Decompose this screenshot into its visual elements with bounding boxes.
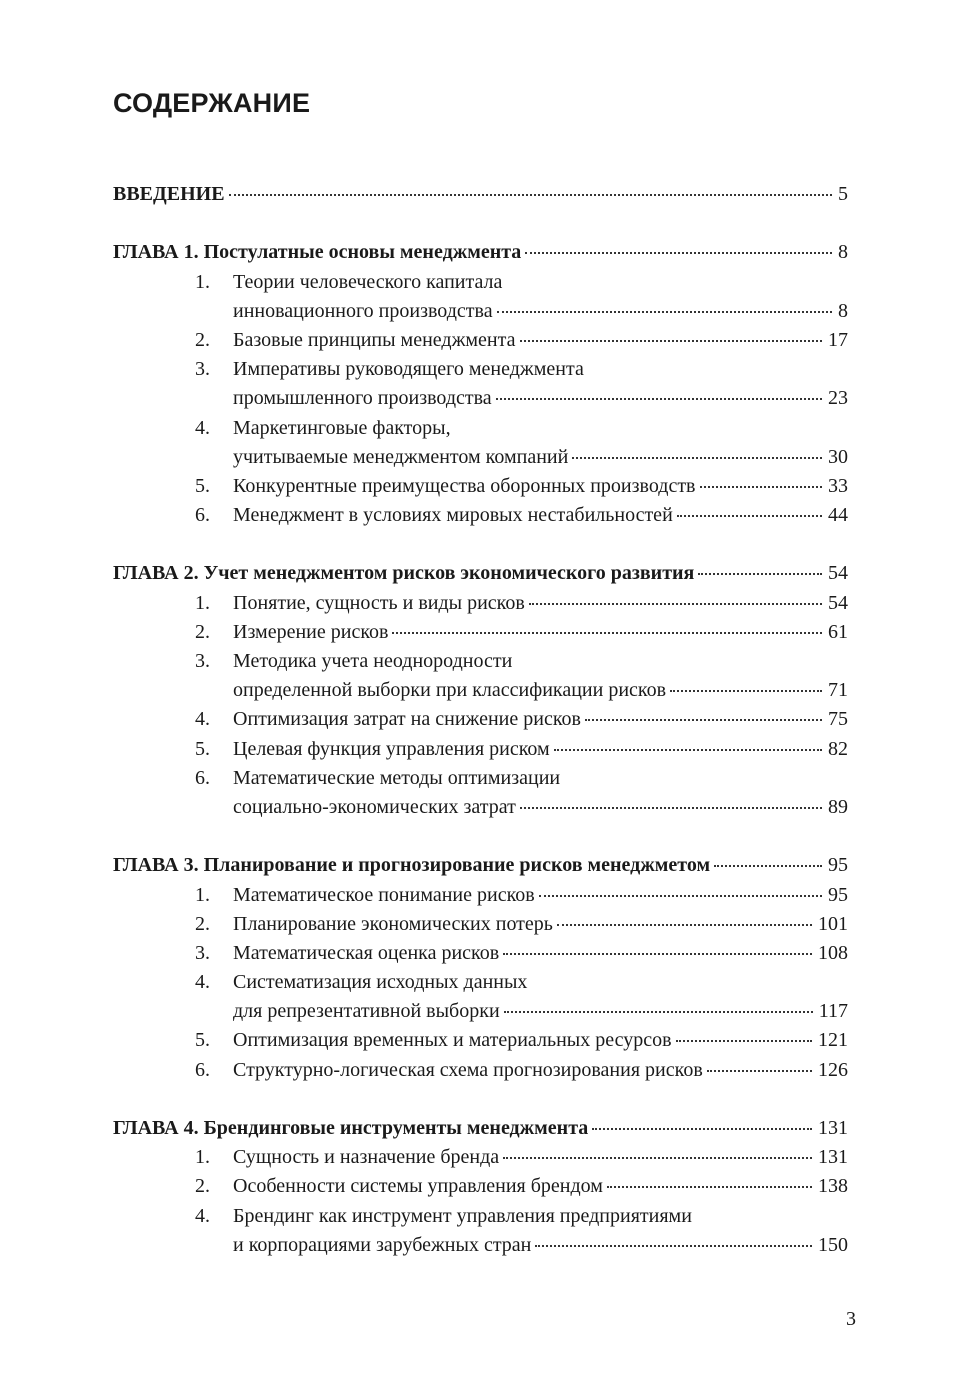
page-ref: 131 — [818, 1146, 848, 1169]
toc-section-continued[interactable] — [113, 793, 848, 822]
spacer — [113, 530, 848, 559]
toc-section-continued[interactable] — [113, 384, 848, 413]
dot-leader — [503, 1157, 812, 1159]
toc-section[interactable] — [113, 1172, 848, 1201]
section-number: 1. — [195, 883, 210, 906]
page-ref: 117 — [818, 1000, 848, 1023]
toc-entry-intro[interactable] — [113, 180, 848, 209]
section-number: 5. — [195, 1029, 210, 1052]
toc-section[interactable] — [113, 764, 848, 793]
section-title: Сущность и назначение бренда — [233, 1146, 500, 1169]
section-number: 1. — [195, 1146, 210, 1169]
section-number: 2. — [195, 1175, 210, 1198]
section-title: Измерение рисков — [233, 620, 389, 643]
dot-leader — [504, 1011, 813, 1013]
page-ref: 126 — [818, 1058, 848, 1081]
page-ref: 30 — [828, 445, 848, 468]
toc-section[interactable] — [113, 1026, 848, 1055]
page-ref: 75 — [828, 708, 848, 731]
section-number: 6. — [195, 504, 210, 527]
page-ref: 54 — [828, 591, 848, 614]
toc-section[interactable] — [113, 1056, 848, 1085]
page-number: 3 — [846, 1308, 856, 1330]
toc-chapter-1[interactable] — [113, 238, 848, 267]
section-title: Конкурентные преимущества оборонных производств — [233, 474, 696, 497]
page-ref: 23 — [828, 387, 848, 410]
section-number: 2. — [195, 328, 210, 351]
toc-section[interactable] — [113, 501, 848, 530]
toc-chapter-4[interactable] — [113, 1114, 848, 1143]
dot-leader — [520, 807, 822, 809]
section-title-continued: учитываемые менеджментом компаний — [233, 445, 569, 468]
dot-leader — [698, 573, 822, 575]
dot-leader — [557, 924, 812, 926]
page-ref: 89 — [828, 795, 848, 818]
page-ref: 8 — [838, 241, 848, 264]
spacer — [113, 1085, 848, 1114]
page-ref: 138 — [818, 1175, 848, 1198]
dot-leader — [714, 865, 822, 867]
toc-section[interactable] — [113, 355, 848, 384]
section-title: Брендинг как инструмент управления предприятиями — [233, 1204, 692, 1227]
page-ref: 5 — [838, 183, 848, 205]
dot-leader — [392, 632, 822, 634]
dot-leader — [676, 1040, 812, 1042]
section-title: Методика учета неоднородности — [233, 650, 513, 672]
toc-section-continued[interactable] — [113, 443, 848, 472]
dot-leader — [503, 953, 812, 955]
dot-leader — [525, 252, 832, 254]
section-title: Планирование экономических потерь — [233, 912, 553, 935]
dot-leader — [700, 486, 823, 488]
section-title: Оптимизация затрат на снижение рисков — [233, 708, 581, 731]
dot-leader — [520, 340, 823, 342]
section-title: Менеджмент в условиях мировых нестабильностей — [233, 504, 673, 527]
section-title: Маркетинговые факторы, — [233, 416, 451, 439]
section-number: 5. — [195, 737, 210, 760]
toc-section-continued[interactable] — [113, 676, 848, 705]
section-title: Понятие, сущность и виды рисков — [233, 591, 525, 614]
section-title-continued: и корпорациями зарубежных стран — [233, 1233, 532, 1256]
toc-section[interactable] — [113, 618, 848, 647]
section-title: Систематизация исходных данных — [233, 971, 528, 994]
section-number: 1. — [195, 591, 210, 614]
toc-chapter-3[interactable] — [113, 851, 848, 880]
spacer — [113, 209, 848, 238]
toc-section[interactable] — [113, 910, 848, 939]
toc-chapter-2[interactable] — [113, 559, 848, 588]
toc-section-continued[interactable] — [113, 297, 848, 326]
section-number: 2. — [195, 912, 210, 935]
toc-section[interactable] — [113, 968, 848, 997]
dot-leader — [677, 515, 822, 517]
page-ref: 108 — [818, 941, 848, 964]
page-ref: 17 — [828, 328, 848, 351]
page-ref: 71 — [828, 679, 848, 702]
section-number: 4. — [195, 1204, 210, 1227]
section-number: 4. — [195, 416, 210, 439]
toc-section[interactable] — [113, 647, 848, 676]
dot-leader — [539, 895, 822, 897]
section-title: Математическая оценка рисков — [233, 941, 500, 964]
chapter-title: ГЛАВА 2. Учет менеджментом рисков экономического развития — [113, 562, 695, 585]
table-of-contents — [113, 180, 848, 1260]
dot-leader — [607, 1186, 812, 1188]
section-number: 3. — [195, 650, 210, 672]
section-title: Целевая функция управления риском — [233, 737, 550, 760]
section-title: Структурно-логическая схема прогнозирования рисков — [233, 1058, 703, 1081]
dot-leader — [707, 1070, 812, 1072]
toc-section[interactable] — [113, 326, 848, 355]
entry-title: ВВЕДЕНИЕ — [113, 183, 225, 205]
section-number: 4. — [195, 708, 210, 731]
section-title: Императивы руководящего менеджмента — [233, 358, 584, 381]
dot-leader — [592, 1128, 812, 1130]
page-ref: 54 — [828, 562, 848, 585]
chapter-title: ГЛАВА 4. Брендинговые инструменты менеджмента — [113, 1117, 589, 1139]
toc-section[interactable] — [113, 705, 848, 734]
section-title-continued: определенной выборки при классификации рисков — [233, 679, 667, 702]
toc-section[interactable] — [113, 414, 848, 443]
section-title: Математическое понимание рисков — [233, 883, 535, 906]
toc-section[interactable] — [113, 589, 848, 618]
page-ref: 61 — [828, 620, 848, 643]
page-title: СОДЕРЖАНИЕ — [113, 88, 311, 118]
page-ref: 8 — [838, 299, 848, 322]
section-number: 6. — [195, 1058, 210, 1081]
page-ref: 101 — [818, 912, 848, 935]
toc-section[interactable] — [113, 881, 848, 910]
dot-leader — [535, 1245, 812, 1247]
section-number: 3. — [195, 358, 210, 381]
toc-section-continued[interactable] — [113, 997, 848, 1026]
toc-section-continued[interactable] — [113, 1231, 848, 1260]
toc-section[interactable] — [113, 735, 848, 764]
page-ref: 131 — [818, 1117, 848, 1139]
dot-leader — [585, 719, 822, 721]
dot-leader — [229, 194, 832, 196]
section-title: Теории человеческого капитала — [233, 270, 503, 293]
section-title: Оптимизация временных и материальных ресурсов — [233, 1029, 672, 1052]
section-title-continued: для репрезентативной выборки — [233, 1000, 500, 1023]
toc-section[interactable] — [113, 1202, 848, 1231]
section-number: 1. — [195, 270, 210, 293]
spacer — [113, 822, 848, 851]
page-ref: 33 — [828, 474, 848, 497]
section-title: Математические методы оптимизации — [233, 766, 561, 789]
chapter-title: ГЛАВА 3. Планирование и прогнозирование рисков менеджметом — [113, 854, 711, 877]
section-number: 3. — [195, 941, 210, 964]
page-ref: 121 — [818, 1029, 848, 1052]
page-ref: 150 — [818, 1233, 848, 1256]
dot-leader — [670, 690, 822, 692]
section-number: 2. — [195, 620, 210, 643]
chapter-title: ГЛАВА 1. Постулатные основы менеджмента — [113, 241, 522, 264]
section-title-continued: социально-экономических затрат — [233, 795, 516, 818]
section-number: 6. — [195, 766, 210, 789]
dot-leader — [554, 749, 822, 751]
toc-section[interactable] — [113, 268, 848, 297]
toc-section[interactable] — [113, 939, 848, 968]
section-number: 5. — [195, 474, 210, 497]
page-ref: 95 — [828, 854, 848, 877]
toc-section[interactable] — [113, 472, 848, 501]
toc-section[interactable] — [113, 1143, 848, 1172]
section-number: 4. — [195, 971, 210, 994]
section-title: Базовые принципы менеджмента — [233, 328, 516, 351]
page-ref: 44 — [828, 504, 848, 527]
section-title-continued: инновационного производства — [233, 299, 493, 322]
dot-leader — [572, 457, 822, 459]
page-ref: 95 — [828, 883, 848, 906]
dot-leader — [497, 311, 832, 313]
dot-leader — [496, 398, 822, 400]
section-title: Особенности системы управления брендом — [233, 1175, 603, 1198]
dot-leader — [529, 603, 822, 605]
page-ref: 82 — [828, 737, 848, 760]
section-title-continued: промышленного производства — [233, 387, 492, 410]
